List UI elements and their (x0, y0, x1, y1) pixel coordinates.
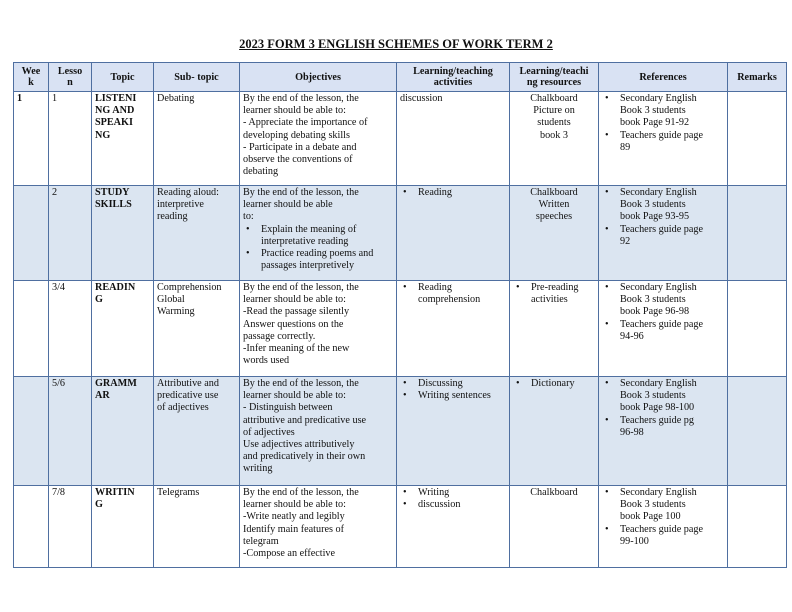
table-row (14, 486, 787, 568)
bullet-item: • Teachers guide page 89 (602, 130, 724, 154)
cell-subtopic: Debating (154, 92, 240, 186)
cell-activities (397, 281, 510, 377)
cell-week (14, 486, 49, 568)
cell-resources (510, 377, 599, 486)
cell-topic: LISTENI NG AND SPEAKI NG (92, 92, 154, 186)
bullet-item: • Secondary English Book 3 students book Page 100 (602, 487, 724, 524)
bullet-item: • Teachers guide page 94-96 (602, 319, 724, 343)
bullet-item: • Secondary English Book 3 students book Page 96-98 (602, 282, 724, 319)
paragraph: By the end of the lesson, the learner should be able to: (243, 282, 359, 306)
paragraph: Chalkboard (530, 487, 578, 498)
bullet-item: • Secondary English Book 3 students book Page 93-95 (602, 187, 724, 224)
cell-lesson: 3/4 (49, 281, 92, 377)
cell-remarks (728, 92, 787, 186)
header-lesson: Lesso n (49, 63, 92, 92)
cell-remarks (728, 377, 787, 486)
cell-objectives (240, 377, 397, 486)
cell-references (599, 92, 728, 186)
paragraph: By the end of the lesson, the learner should be able to: (243, 187, 359, 223)
paragraph: By the end of the lesson, the learner should be able to: (243, 378, 359, 402)
cell-week (14, 281, 49, 377)
header-objectives: Objectives (240, 63, 397, 92)
paragraph: -Infer meaning of the new words used (243, 343, 350, 367)
cell-activities (397, 92, 510, 186)
table-row (14, 92, 787, 186)
paragraph: Chalkboard Written speeches (530, 187, 578, 223)
bullet-item: • Secondary English Book 3 students book Page 98-100 (602, 378, 724, 415)
cell-resources (510, 186, 599, 281)
cell-objectives (240, 92, 397, 186)
cell-lesson: 2 (49, 186, 92, 281)
paragraph: -Read the passage silently Answer questions on the passage correctly. (243, 306, 350, 342)
schemes-table (13, 62, 787, 568)
bullet-item: • Teachers guide page 99-100 (602, 524, 724, 548)
paragraph: By the end of the lesson, the learner should be able to: (243, 93, 359, 117)
cell-resources (510, 486, 599, 568)
header-topic: Topic (92, 63, 154, 92)
bullet-item: • Practice reading poems and passages interpretively (243, 248, 393, 272)
table-row (14, 186, 787, 281)
cell-objectives (240, 486, 397, 568)
cell-subtopic: Comprehension Global Warming (154, 281, 240, 377)
cell-week (14, 186, 49, 281)
cell-activities (397, 486, 510, 568)
paragraph: - Distinguish between attributive and predicative use of adjectives Use adjectives attributively and predicatively in their own writing (243, 402, 367, 475)
cell-remarks (728, 281, 787, 377)
bullet-item: • Writing (400, 487, 506, 499)
document-title: 2023 FORM 3 ENGLISH SCHEMES OF WORK TERM 2 (239, 37, 553, 51)
paragraph: Chalkboard Picture on students book 3 (530, 93, 578, 141)
bullet-item: • Teachers guide pg 96-98 (602, 415, 724, 439)
header-references: References (599, 63, 728, 92)
bullet-item: • discussion (400, 499, 506, 511)
bullet-item: • Reading comprehension (400, 282, 506, 306)
cell-topic: GRAMM AR (92, 377, 154, 486)
header-remarks: Remarks (728, 63, 787, 92)
bullet-item: • Explain the meaning of interpretative reading (243, 224, 393, 248)
cell-remarks (728, 186, 787, 281)
paragraph: - Participate in a debate and observe the conventions of debating (243, 141, 357, 178)
cell-subtopic: Attributive and predicative use of adjectives (154, 377, 240, 486)
table-row (14, 281, 787, 377)
header-resources: Learning/teachi ng resources (510, 63, 599, 92)
cell-topic: READIN G (92, 281, 154, 377)
paragraph: discussion (400, 93, 443, 104)
cell-references (599, 186, 728, 281)
bullet-item: • Pre-reading activities (513, 282, 595, 306)
cell-activities (397, 186, 510, 281)
cell-references (599, 377, 728, 486)
cell-topic: WRITIN G (92, 486, 154, 568)
cell-week (14, 377, 49, 486)
bullet-item: • Writing sentences (400, 390, 506, 402)
cell-resources (510, 92, 599, 186)
header-row (14, 63, 787, 92)
cell-objectives (240, 186, 397, 281)
cell-references (599, 281, 728, 377)
bullet-item: • Teachers guide page 92 (602, 224, 724, 248)
cell-references (599, 486, 728, 568)
header-week: Wee k (14, 63, 49, 92)
paragraph: By the end of the lesson, the learner should be able to: (243, 487, 359, 511)
cell-week: 1 (14, 92, 49, 186)
cell-lesson: 1 (49, 92, 92, 186)
cell-lesson: 5/6 (49, 377, 92, 486)
cell-subtopic: Telegrams (154, 486, 240, 568)
header-activities: Learning/teaching activities (397, 63, 510, 92)
cell-objectives (240, 281, 397, 377)
cell-activities (397, 377, 510, 486)
bullet-item: • Discussing (400, 378, 506, 390)
table-row (14, 377, 787, 486)
paragraph: - Appreciate the importance of developing debating skills (243, 117, 368, 141)
cell-lesson: 7/8 (49, 486, 92, 568)
cell-subtopic: Reading aloud: interpretive reading (154, 186, 240, 281)
cell-remarks (728, 486, 787, 568)
bullet-item: • Dictionary (513, 378, 595, 390)
cell-resources (510, 281, 599, 377)
cell-topic: STUDY SKILLS (92, 186, 154, 281)
bullet-item: • Reading (400, 187, 506, 199)
paragraph: -Write neatly and legibly Identify main features of telegram -Compose an effective (243, 511, 345, 560)
bullet-item: • Secondary English Book 3 students book Page 91-92 (602, 93, 724, 130)
header-subtopic: Sub- topic (154, 63, 240, 92)
